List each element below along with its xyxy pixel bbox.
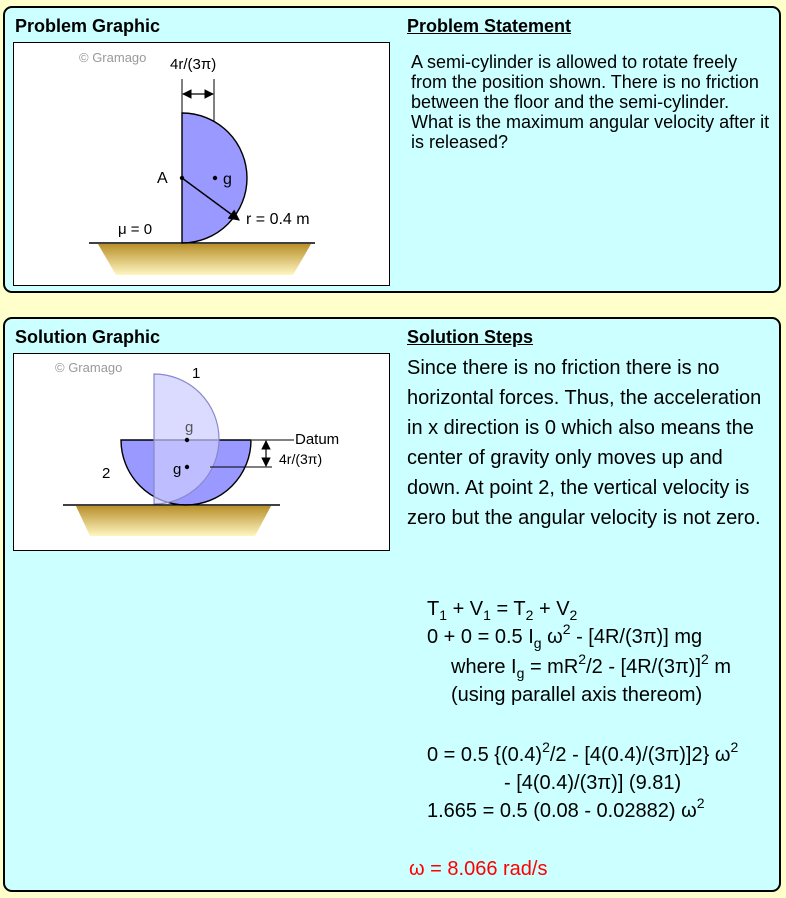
- equation-note: (using parallel axis thereom): [451, 684, 703, 706]
- final-answer: ω = 8.066 rad/s: [409, 858, 548, 880]
- solution-explanation: Since there is no friction there is no horizontal forces. Thus, the acceleration in x direction is 0 which also means the center of gravity only moves up and down. At point 2, the vertical velocity is zero but the angular velocity is not zero.: [407, 357, 762, 529]
- point-a-dot: [180, 176, 184, 180]
- point-g-dot: [213, 176, 217, 180]
- equation-numeric: 0 = 0.5 $\{(0.4)^2/2 - [4(0.4)/(3\pi)]2\}$ $\omega^2$: [427, 739, 739, 766]
- equation-energy: $T_1 + V_1 = T_2 + V_2$: [427, 598, 578, 623]
- point-a-label: A: [157, 170, 168, 187]
- friction-label: μ = 0: [118, 221, 153, 238]
- equation-numeric-cont: - [4(0.4)/(3π)] (9.81): [504, 772, 682, 794]
- solution-panel: [3, 317, 781, 892]
- solution-graphic-title: Solution Graphic: [15, 327, 161, 347]
- problem-graphic-title: Problem Graphic: [15, 16, 161, 36]
- dim-label: 4r/(3π): [279, 451, 323, 467]
- g-label-lower: g: [173, 461, 182, 478]
- radius-label: r = 0.4 m: [246, 211, 310, 228]
- dim-label: 4r/(3π): [170, 56, 217, 73]
- g-dot-upper: [185, 438, 189, 442]
- g-dot-lower: [185, 465, 189, 469]
- g-label-upper: g: [185, 419, 194, 436]
- watermark: © Gramago: [79, 50, 147, 65]
- problem-statement: A semi-cylinder is allowed to rotate freely from the position shown. There is no friction between the floor and the semi-cylinder. What is the maximum angular velocity after it is released?: [411, 52, 770, 152]
- label-position-2: 2: [102, 465, 111, 482]
- ground: [76, 506, 271, 536]
- solution-steps-title: Solution Steps: [407, 327, 533, 347]
- problem-panel: [3, 6, 781, 293]
- solution-diagram: [14, 354, 391, 552]
- datum-label: Datum: [295, 431, 340, 448]
- point-g-label: g: [223, 171, 232, 188]
- equation-substituted: 0 + 0 = 0.5 $I_g$ $\omega^2 - [4R/(3\pi)]$ mg: [427, 621, 703, 651]
- watermark: © Gramago: [55, 360, 123, 375]
- equation-simplified: 1.665 = 0.5 (0.08 - 0.02882) $\omega^2$: [427, 795, 705, 822]
- problem-diagram: [14, 43, 391, 287]
- label-position-1: 1: [192, 365, 201, 382]
- equation-inertia: where $I_g = mR^2/2 - [4R/(3\pi)]^2$ m: [451, 651, 732, 681]
- problem-figure: [13, 42, 390, 286]
- solution-figure: [13, 353, 390, 551]
- problem-statement-title: Problem Statement: [407, 16, 572, 36]
- ground: [98, 244, 311, 275]
